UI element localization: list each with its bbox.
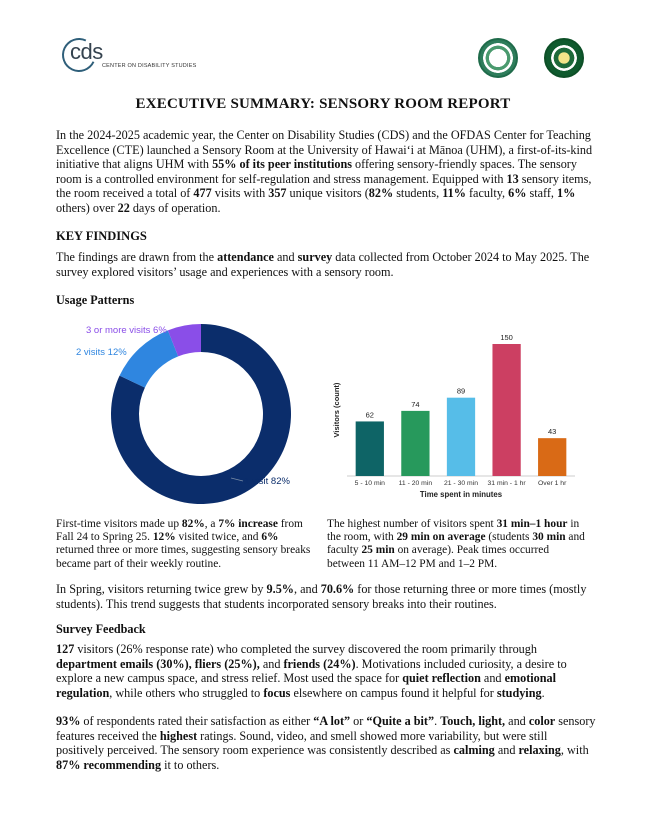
bar-5 — [538, 438, 566, 476]
intro-paragraph: In the 2024-2025 academic year, the Center on Disability Studies (CDS) and the OFDAS Center for Teaching Excellence (CTE) launched a Sensory Room at the University of Hawaiʻi at Mānoa (UHM), a first-of-its-kind initiative that aligns UHM with 55% of its peer institutions offering sensory-friendly spaces. The sensory room is a controlled environment for self-regulation and stress management. Equipped with 13 sensory items, the room received a total of 477 visits with 357 unique visitors (82% students, 11% faculty, 6% staff, 1% others) over 22 days of operation. — [56, 128, 593, 215]
survey-feedback-heading: Survey Feedback — [56, 622, 146, 636]
donut-label-3: 3 or more visits 6% — [86, 325, 167, 336]
time-spent-bar-chart — [325, 330, 585, 500]
visits-donut-chart — [56, 318, 316, 508]
survey-paragraph-1: 127 visitors (26% response rate) who completed the survey discovered the room primarily through department emails (30%), fliers (25%), and friends (24%). Motivations included curiosity, a desire to explore a new campus space, and stress relief. Most used the space for quiet reflection and emotional regulation, while others who struggled to focus elsewhere on campus found it helpful for studying. — [56, 642, 567, 700]
bar-category-label-5: Over 1 hr — [538, 480, 567, 487]
bar-y-axis-label: Visitors (count) — [332, 382, 341, 438]
college-seal-icon — [478, 38, 518, 78]
visits-summary-text: First-time visitors made up 82%, a 7% increase from Fall 24 to Spring 25. 12% visited twice, and 6% returned three or more times, suggesting sensory breaks became part of their weekly routine. — [56, 518, 311, 570]
university-seal-icon — [544, 38, 584, 78]
bar-3 — [447, 398, 475, 476]
spring-trend-paragraph: In Spring, visitors returning twice grew by 9.5%, and 70.6% for those returning three or more times (mostly students). This trend suggests that students incorporated sensory breaks into their routines. — [56, 582, 587, 611]
donut-slice-2 — [120, 330, 179, 387]
bar-category-label-4: 31 min - 1 hr — [487, 480, 526, 487]
bar-value-label-1: 62 — [365, 410, 374, 420]
cds-logo — [62, 38, 202, 78]
usage-patterns-heading: Usage Patterns — [56, 293, 135, 307]
donut-label-1: 1 visit 82% — [244, 476, 290, 487]
bar-1 — [356, 421, 384, 476]
bar-category-label-3: 21 - 30 min — [443, 480, 479, 487]
survey-paragraph-2: 93% of respondents rated their satisfaction as either “A lot” or “Quite a bit”. Touch, light, and color sensory features received the highest ratings. Sound, video, and smell showed more variability, but were still positively perceived. The sensory room experience was consistently described as calming and relaxing, with 87% recommending it to others. — [56, 714, 596, 772]
bar-4 — [492, 344, 520, 476]
key-findings-heading: KEY FINDINGS — [56, 229, 147, 243]
bar-category-label-2: 11 - 20 min — [398, 480, 433, 487]
bar-value-label-2: 74 — [411, 399, 420, 409]
bar-category-label-1: 5 - 10 min — [354, 480, 385, 487]
bar-value-label-4: 150 — [500, 333, 513, 342]
key-findings-paragraph: The findings are drawn from the attendance and survey data collected from October 2024 to May 2025. The survey explored visitors’ usage and experiences with a sensory room. — [56, 250, 590, 279]
bar-value-label-5: 43 — [548, 427, 557, 437]
cds-logo-text: cds — [70, 39, 103, 64]
time-summary-text: The highest number of visitors spent 31 min–1 hour in the room, with 29 min on average (students 30 min and faculty 25 min on average). Peak times occurred between 11 AM–12 PM and 1–2 PM. — [327, 518, 585, 570]
bar-2 — [401, 411, 429, 476]
donut-label-2: 2 visits 12% — [76, 347, 127, 358]
cds-logo-subtitle: CENTER ON DISABILITY STUDIES — [102, 63, 197, 69]
bar-x-axis-label: Time spent in minutes — [419, 490, 503, 499]
bar-value-label-3: 89 — [456, 386, 466, 396]
page-title: EXECUTIVE SUMMARY: SENSORY ROOM REPORT — [135, 96, 511, 112]
